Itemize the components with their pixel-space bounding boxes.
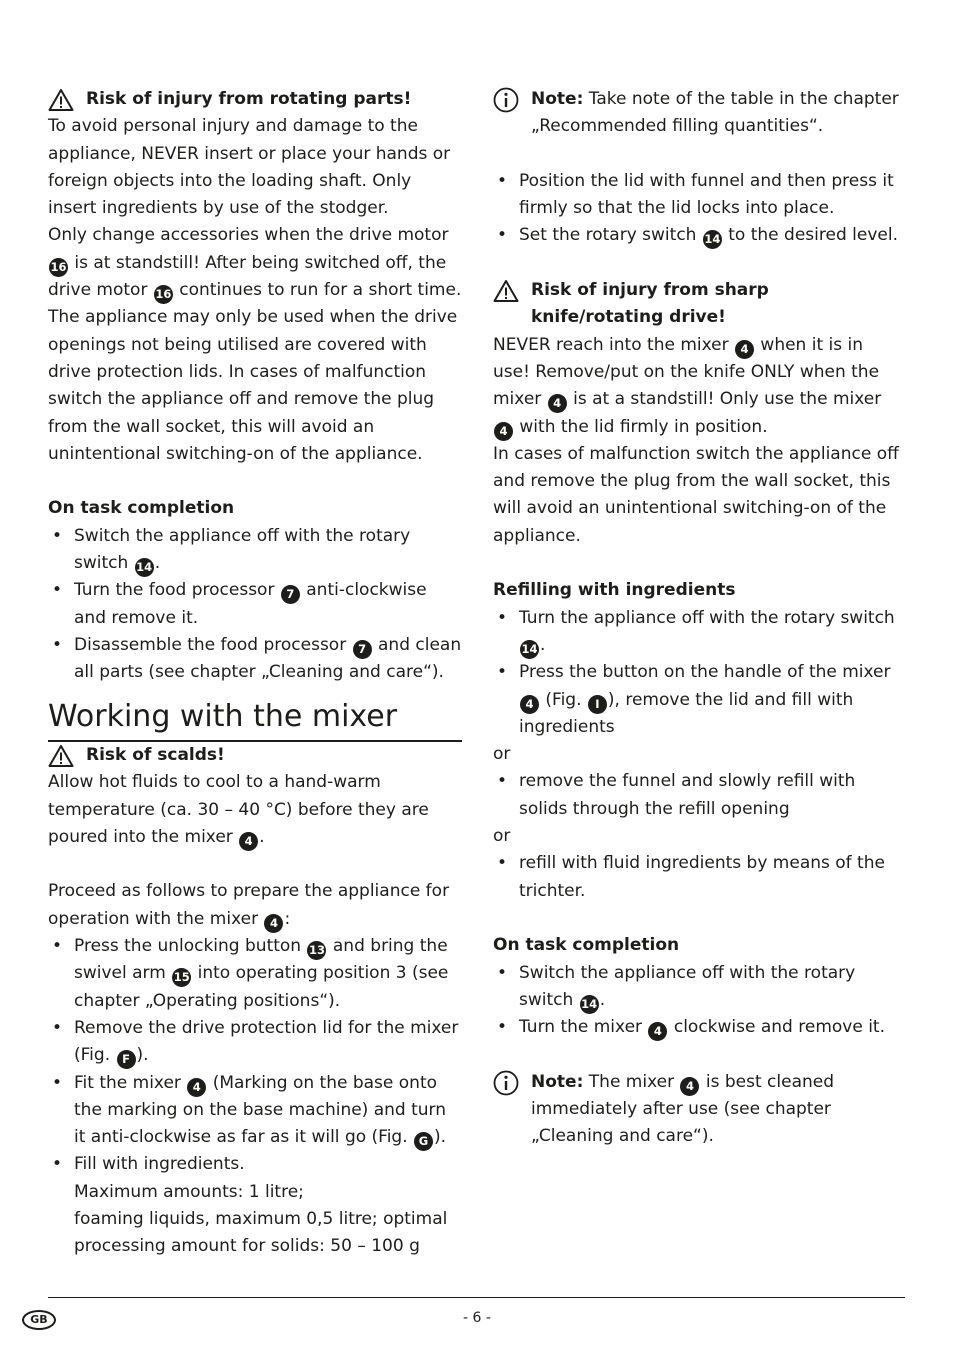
completion-list <box>48 523 462 687</box>
list-item: • remove the funnel and slowly refill with solids through the refill opening <box>493 768 905 823</box>
subheading-task-completion: On task completion <box>48 498 235 519</box>
list-item: • Turn the mixer 4 clockwise and remove it. <box>493 1014 905 1041</box>
or-text: or <box>493 744 511 765</box>
section-title: Working with the mixer <box>48 698 462 742</box>
right-column <box>493 86 905 1151</box>
or-text: or <box>493 826 511 847</box>
list-item: • Position the lid with funnel and then press it firmly so that the lid locks into place. <box>493 168 905 223</box>
info-icon <box>493 1070 519 1096</box>
warning-triangle-icon <box>48 744 74 768</box>
list-item: • Fill with ingredients. Maximum amounts: 1 litre; foaming liquids, maximum 0,5 litre; optimal processing amount for solids: 50 – 100 g <box>48 1151 462 1260</box>
list-item: • Set the rotary switch 14 to the desired level. <box>493 222 905 249</box>
left-column-bottom <box>48 742 462 1261</box>
warning-triangle-icon <box>493 279 519 303</box>
list-item: • Switch the appliance off with the rotary switch 14 . <box>493 960 905 1015</box>
info-icon <box>493 87 519 113</box>
warning-triangle-icon <box>48 88 74 112</box>
note-block: Note: Take note of the table in the chapter „Recommended filling quantities“. <box>493 86 905 141</box>
steps-list <box>48 933 462 1261</box>
warning-heading-scalds: Risk of scalds! <box>48 742 462 769</box>
list-item: • Fit the mixer 4 (Marking on the base onto the marking on the base machine) and turn it anti-clockwise as far as it will go (Fig. G ). <box>48 1070 462 1152</box>
list-item: • Switch the appliance off with the rotary switch 14 . <box>48 523 462 578</box>
warning-text: Allow hot fluids to cool to a hand-warm temperature (ca. 30 – 40 °C) before they are poured into the mixer 4 . <box>48 769 462 851</box>
warning-text-2: In cases of malfunction switch the appliance off and remove the plug from the wall socket, this will avoid an unintentional switching-on of the appliance. <box>493 443 899 546</box>
page-number: - 6 - <box>463 1310 491 1326</box>
intro-text: Proceed as follows to prepare the appliance for operation with the mixer 4 : <box>48 878 462 933</box>
ref-number: 16 <box>154 285 173 304</box>
subheading-refilling: Refilling with ingredients <box>493 580 736 601</box>
completion-list <box>493 960 905 1042</box>
list-item: • Press the button on the handle of the mixer 4 (Fig. I ), remove the lid and fill with ingredients <box>493 659 905 741</box>
warning-text: NEVER reach into the mixer 4 when it is in use! Remove/put on the knife ONLY when the mixer 4 is at a standstill! Only use the mixer 4 with the lid firmly in position. <box>493 332 905 441</box>
warning-heading-knife: Risk of injury from sharp knife/rotating drive! <box>493 277 905 332</box>
list-item: • Remove the drive protection lid for the mixer (Fig. F ). <box>48 1015 462 1070</box>
left-column <box>48 86 462 687</box>
ref-number: 16 <box>49 258 68 277</box>
note-block: Note: The mixer 4 is best cleaned immediately after use (see chapter „Cleaning and care“). <box>493 1069 905 1151</box>
warning-heading-rotating-parts: Risk of injury from rotating parts! <box>48 86 462 113</box>
list-item: • Disassemble the food processor 7 and clean all parts (see chapter „Cleaning and care“). <box>48 632 462 687</box>
footer-divider <box>48 1297 905 1298</box>
list-item: • Turn the food processor 7 anti-clockwise and remove it. <box>48 577 462 632</box>
warning-text-2: Only change accessories when the drive motor 16 is at standstill! After being switched off, the drive motor 16 continues to run for a short time. The appliance may only be used when the drive openings not being utilised are covered with drive protection lids. In cases of malfunction switch the appliance off and remove the plug from the wall socket, this will avoid an unintentional switching-on of the appliance. <box>48 225 462 464</box>
bullets-lid <box>493 168 905 250</box>
refill-list <box>493 605 905 741</box>
subheading-task-completion: On task completion <box>493 935 680 956</box>
warning-text: To avoid personal injury and damage to the appliance, NEVER insert or place your hands or foreign objects into the loading shaft. Only insert ingredients by use of the stodger. <box>48 116 451 219</box>
list-item: • refill with fluid ingredients by means of the trichter. <box>493 850 905 905</box>
language-badge: GB <box>22 1310 56 1330</box>
list-item: • Turn the appliance off with the rotary switch 14 . <box>493 605 905 660</box>
refill-list-2 <box>493 768 905 823</box>
list-item: • Press the unlocking button 13 and bring the swivel arm 15 into operating position 3 (see chapter „Operating positions“). <box>48 933 462 1015</box>
refill-list-3 <box>493 850 905 905</box>
